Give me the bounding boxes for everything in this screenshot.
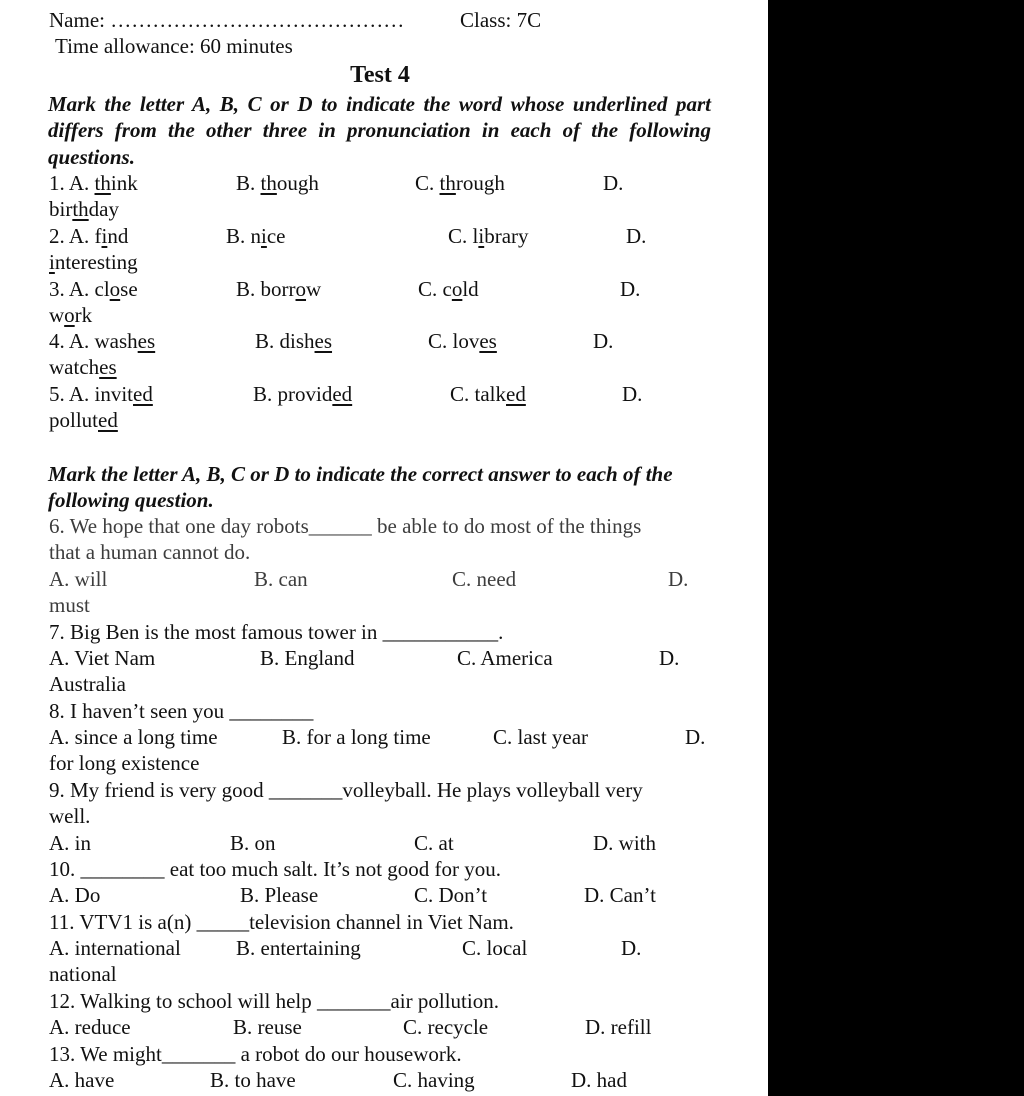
question-11-option-d: D.: [621, 936, 642, 960]
question-4-option-a: 4. A. washes: [49, 329, 156, 353]
question-5-option-c: C. talked: [450, 382, 526, 406]
question-7-option-d-text: Australia: [49, 672, 126, 696]
question-2-option-d-letter: D.: [626, 224, 647, 248]
question-12-option-b: B. reuse: [233, 1015, 302, 1039]
question-4-option-d-letter: D.: [593, 329, 614, 353]
question-3-option-d-letter: D.: [620, 277, 641, 301]
question-11-option-a: A. international: [49, 936, 181, 960]
question-9-option-d: D. with: [593, 831, 656, 855]
question-8-option-d-text: for long existence: [49, 751, 200, 775]
question-8-option-b: B. for a long time: [282, 725, 431, 749]
question-10-option-c: C. Don’t: [414, 883, 488, 907]
question-11-stem: 11. VTV1 is a(n) _____television channel in Viet Nam.: [49, 910, 514, 934]
question-10-option-b: B. Please: [240, 883, 319, 907]
question-13-option-b: B. to have: [210, 1068, 296, 1092]
question-2-option-b: B. nice: [226, 224, 286, 248]
question-10-option-d: D. Can’t: [584, 883, 656, 907]
question-6-option-d-text: must: [49, 593, 90, 617]
question-1-option-c: C. through: [415, 171, 505, 195]
question-3-option-a: 3. A. close: [49, 277, 138, 301]
question-6-option-a: A. will: [49, 567, 108, 591]
question-5-option-d-letter: D.: [622, 382, 643, 406]
question-13-option-c: C. having: [393, 1068, 475, 1092]
question-6-option-b: B. can: [254, 567, 308, 591]
question-3-option-b: B. borrow: [236, 277, 322, 301]
question-13-option-d: D. had: [571, 1068, 627, 1092]
question-3-option-c: C. cold: [418, 277, 479, 301]
question-8-stem: 8. I haven’t seen you ________: [49, 699, 314, 723]
question-9-option-b: B. on: [230, 831, 276, 855]
question-11-option-b: B. entertaining: [236, 936, 361, 960]
question-9-option-a: A. in: [49, 831, 91, 855]
question-6-stem: 6. We hope that one day robots______ be able to do most of the things: [49, 514, 642, 538]
black-margin: [768, 0, 1024, 1096]
question-9-option-c: C. at: [414, 831, 454, 855]
question-12-option-a: A. reduce: [49, 1015, 131, 1039]
name-field: Name: ……………………………………: [49, 8, 405, 32]
question-3-option-d: work: [49, 303, 93, 327]
question-4-option-b: B. dishes: [255, 329, 333, 353]
question-6-option-d: D.: [668, 567, 689, 591]
question-11-option-c: C. local: [462, 936, 528, 960]
question-9-stem: 9. My friend is very good _______volleyball. He plays volleyball very: [49, 778, 643, 802]
question-10-stem: 10. ________ eat too much salt. It’s not good for you.: [49, 857, 502, 881]
question-9-stem-cont: well.: [49, 804, 91, 828]
question-6-option-c: C. need: [452, 567, 517, 591]
question-5-option-b: B. provided: [253, 382, 353, 406]
section2-instruction: Mark the letter A, B, C or D to indicate the correct answer to each of the following question.: [48, 462, 673, 513]
question-1-option-d-letter: D.: [603, 171, 624, 195]
question-7-option-d: D.: [659, 646, 680, 670]
class-label: Class: 7C: [460, 8, 542, 32]
question-12-option-c: C. recycle: [403, 1015, 489, 1039]
page-title: Test 4: [350, 62, 410, 88]
question-7-stem: 7. Big Ben is the most famous tower in ___________.: [49, 620, 504, 644]
question-7-option-a: A. Viet Nam: [49, 646, 156, 670]
question-13-option-a: A. have: [49, 1068, 115, 1092]
question-8-option-a: A. since a long time: [49, 725, 218, 749]
question-12-stem: 12. Walking to school will help _______air pollution.: [49, 989, 499, 1013]
question-8-option-d: D.: [685, 725, 706, 749]
question-7-option-c: C. America: [457, 646, 553, 670]
question-4-option-c: C. loves: [428, 329, 497, 353]
question-1-option-a: 1. A. think: [49, 171, 138, 195]
question-13-stem: 13. We might_______ a robot do our housework.: [49, 1042, 462, 1066]
question-1-option-b: B. though: [236, 171, 319, 195]
question-11-option-d-text: national: [49, 962, 117, 986]
question-4-option-d: watches: [49, 355, 117, 379]
question-8-option-c: C. last year: [493, 725, 589, 749]
question-2-option-d: interesting: [49, 250, 138, 274]
time-allowance: Time allowance: 60 minutes: [55, 34, 293, 58]
question-5-option-a: 5. A. invited: [49, 382, 153, 406]
section1-instruction: Mark the letter A, B, C or D to indicate the word whose underlined part differs from the other three in pronunciation in each of the following questions.: [48, 92, 711, 169]
question-5-option-d: polluted: [49, 408, 118, 432]
question-1-option-d: birthday: [49, 197, 119, 221]
question-2-option-a: 2. A. find: [49, 224, 129, 248]
question-10-option-a: A. Do: [49, 883, 101, 907]
question-2-option-c: C. library: [448, 224, 529, 248]
question-12-option-d: D. refill: [585, 1015, 652, 1039]
question-6-stem-cont: that a human cannot do.: [49, 540, 251, 564]
question-7-option-b: B. England: [260, 646, 355, 670]
